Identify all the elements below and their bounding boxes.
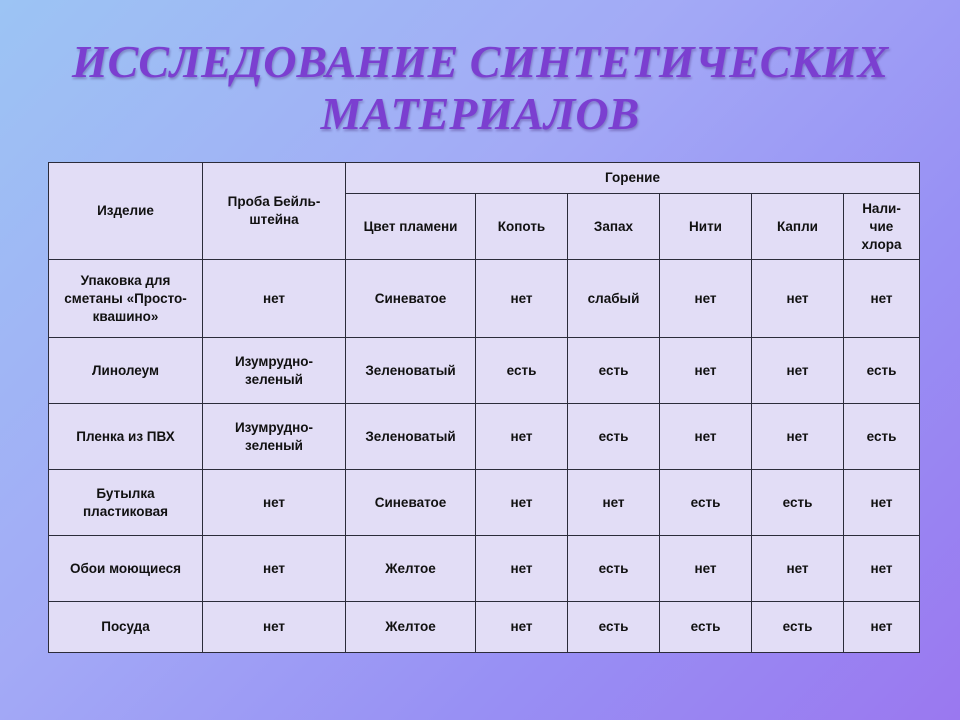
cell-smell: есть: [568, 536, 660, 602]
cell-flame-color: Синеватое: [346, 260, 476, 338]
cell-drops: нет: [752, 404, 844, 470]
cell-threads: нет: [660, 404, 752, 470]
cell-flame-color: Желтое: [346, 602, 476, 653]
cell-smell: есть: [568, 602, 660, 653]
table-header: [49, 163, 920, 260]
table-row: [49, 602, 920, 653]
header-beilstein-test: Проба Бейль- штейна: [203, 163, 346, 260]
table-body: [49, 260, 920, 653]
header-row-top: [49, 163, 920, 194]
cell-smell: слабый: [568, 260, 660, 338]
slide-title: [0, 36, 960, 140]
cell-flame-color: Синеватое: [346, 470, 476, 536]
cell-threads: есть: [660, 602, 752, 653]
table-row: [49, 470, 920, 536]
cell-drops: нет: [752, 536, 844, 602]
cell-flame-color: Зеленоватый: [346, 404, 476, 470]
cell-item: Обои моющиеся: [49, 536, 203, 602]
cell-drops: нет: [752, 338, 844, 404]
table-row: [49, 536, 920, 602]
table-row: [49, 404, 920, 470]
cell-soot: есть: [476, 338, 568, 404]
table-row: [49, 338, 920, 404]
cell-drops: есть: [752, 470, 844, 536]
cell-flame-color: Желтое: [346, 536, 476, 602]
cell-beilstein: нет: [203, 602, 346, 653]
header-burning: Горение: [346, 163, 920, 194]
cell-item: Посуда: [49, 602, 203, 653]
cell-soot: нет: [476, 404, 568, 470]
cell-smell: есть: [568, 404, 660, 470]
cell-chlorine: нет: [844, 602, 920, 653]
cell-beilstein: нет: [203, 470, 346, 536]
materials-table: [48, 162, 920, 653]
header-item: Изделие: [49, 163, 203, 260]
header-chlorine: Нали- чие хлора: [844, 194, 920, 260]
cell-beilstein: Изумрудно- зеленый: [203, 338, 346, 404]
cell-smell: есть: [568, 338, 660, 404]
cell-chlorine: есть: [844, 404, 920, 470]
cell-soot: нет: [476, 470, 568, 536]
cell-threads: нет: [660, 260, 752, 338]
cell-beilstein: Изумрудно- зеленый: [203, 404, 346, 470]
slide-title-line-2: МАТЕРИАЛОВ: [320, 88, 640, 139]
header-smell: Запах: [568, 194, 660, 260]
cell-flame-color: Зеленоватый: [346, 338, 476, 404]
table-row: [49, 260, 920, 338]
cell-drops: есть: [752, 602, 844, 653]
cell-chlorine: нет: [844, 536, 920, 602]
slide-title-line-1: ИССЛЕДОВАНИЕ СИНТЕТИЧЕСКИХ: [71, 36, 889, 87]
cell-soot: нет: [476, 536, 568, 602]
cell-chlorine: нет: [844, 470, 920, 536]
cell-drops: нет: [752, 260, 844, 338]
cell-chlorine: нет: [844, 260, 920, 338]
cell-beilstein: нет: [203, 536, 346, 602]
header-soot: Копоть: [476, 194, 568, 260]
header-threads: Нити: [660, 194, 752, 260]
cell-beilstein: нет: [203, 260, 346, 338]
cell-soot: нет: [476, 602, 568, 653]
cell-chlorine: есть: [844, 338, 920, 404]
cell-item: Линолеум: [49, 338, 203, 404]
cell-threads: нет: [660, 536, 752, 602]
cell-threads: нет: [660, 338, 752, 404]
header-flame-color: Цвет пламени: [346, 194, 476, 260]
cell-item: Упаковка для сметаны «Просто- квашино»: [49, 260, 203, 338]
cell-smell: нет: [568, 470, 660, 536]
cell-item: Бутылка пластиковая: [49, 470, 203, 536]
cell-soot: нет: [476, 260, 568, 338]
cell-item: Пленка из ПВХ: [49, 404, 203, 470]
header-drops: Капли: [752, 194, 844, 260]
cell-threads: есть: [660, 470, 752, 536]
